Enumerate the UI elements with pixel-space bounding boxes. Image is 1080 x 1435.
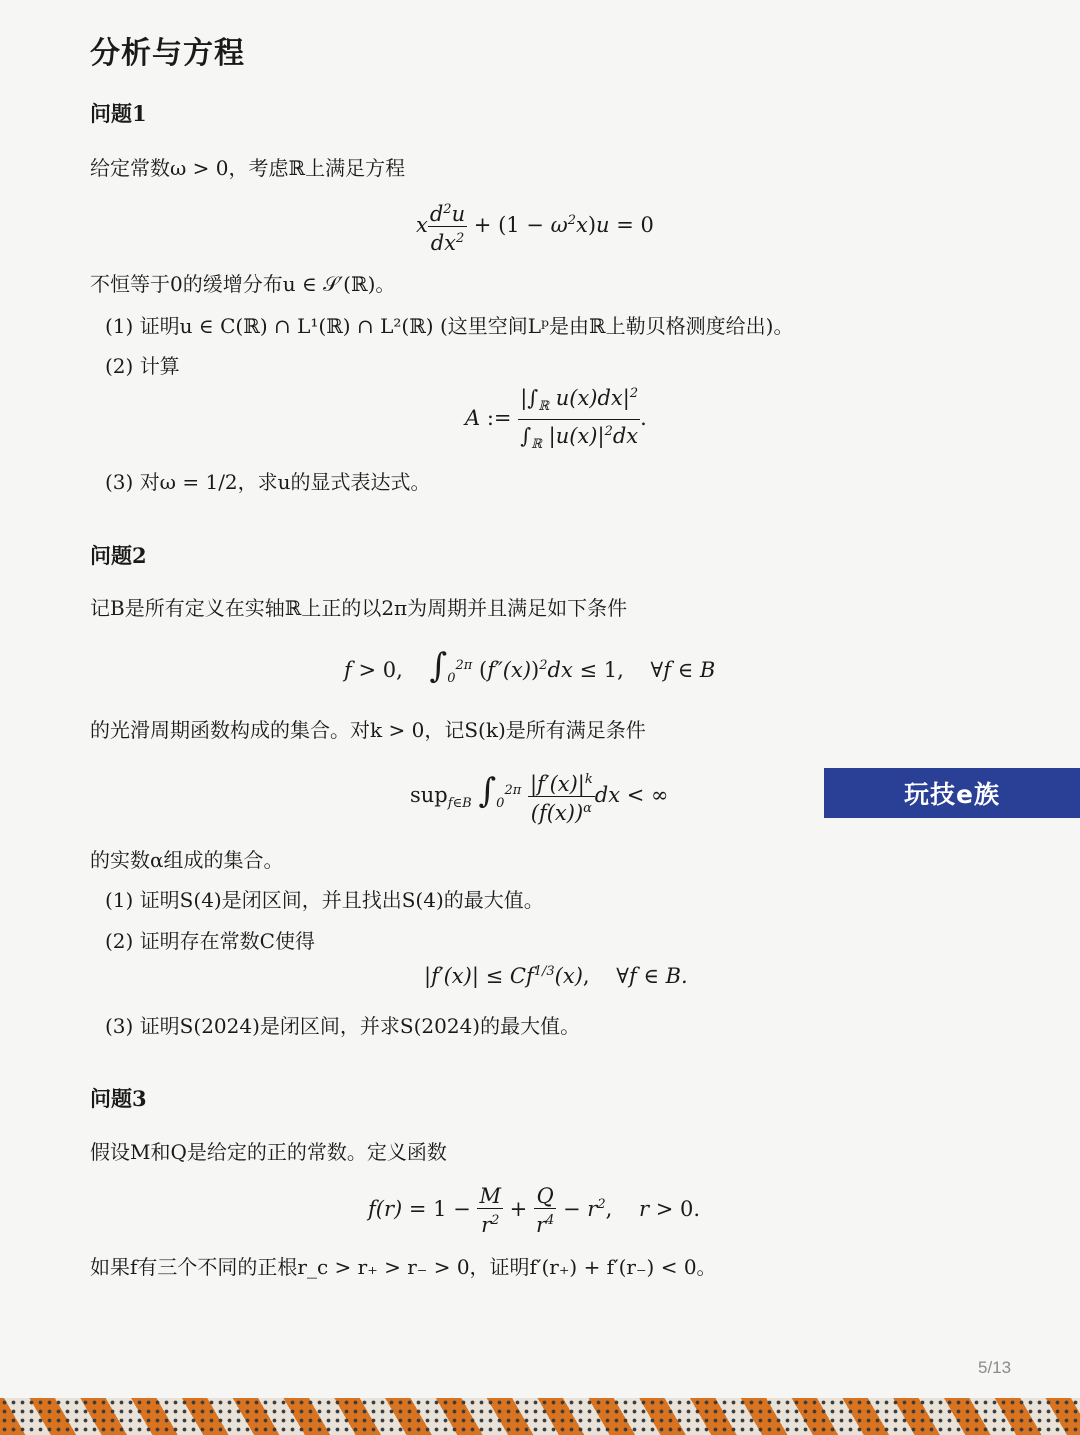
problem-2-equation-3 bbox=[424, 958, 688, 990]
problem-3-heading: 问题3 bbox=[90, 1086, 147, 1111]
problem-3-intro: 假设M和Q是给定的正的常数。定义函数 bbox=[90, 1140, 447, 1164]
watermark-text: 玩技e族 bbox=[904, 780, 1000, 809]
problem-1-equation bbox=[416, 198, 654, 255]
problem-3-equation-text: f(r) = 1 − $\frac{M}{r^2}$ + $\frac{Q}{r^4}$ − $r^2$, r > 0. bbox=[368, 1184, 701, 1237]
problem-2-equation-2-text: sup$_{f\in B}$ $\int_0^{2\pi}$ $\frac{|f'(x)|^k}{(f(x))^\alpha}$ dx < ∞ bbox=[410, 783, 669, 807]
page-number: 5/13 bbox=[978, 1358, 1012, 1377]
problem-2-after: 的光滑周期函数构成的集合。对k > 0，记S(k)是所有满足条件 bbox=[90, 718, 646, 742]
problem-3-equation bbox=[368, 1184, 700, 1237]
problem-2-item-2: (2) 证明存在常数C使得 bbox=[105, 929, 315, 953]
problem-1-item-3: (3) 对ω = 1/2，求u的显式表达式。 bbox=[105, 470, 431, 494]
problem-2-item-3: (3) 证明S(2024)是闭区间，并求S(2024)的最大值。 bbox=[105, 1014, 581, 1038]
problem-1-after: 不恒等于0的缓增分布u ∈ 𝒮′(ℝ)。 bbox=[90, 272, 396, 296]
problem-2-equation bbox=[344, 646, 716, 693]
problem-2-item-1: (1) 证明S(4)是闭区间，并且找出S(4)的最大值。 bbox=[105, 888, 544, 912]
problem-2-equation-text: f > 0, $\int_0^{2\pi}$ $(f''(x))^2dx \le 1$, ∀f ∈ B bbox=[344, 646, 716, 687]
problem-1-heading: 问题1 bbox=[90, 101, 147, 126]
problem-1-equation-2-text: A := $\frac{|\int_ℝ u(x)dx|^2}{\int_ℝ |u(x)|^2dx}$ . bbox=[465, 406, 647, 430]
problem-1-item-1: (1) 证明u ∈ C(ℝ) ∩ L¹(ℝ) ∩ L²(ℝ) (这里空间Lᵖ是由ℝ上勒贝格测度给出)。 bbox=[105, 314, 794, 338]
problem-1-item-2: (2) 计算 bbox=[105, 354, 180, 378]
page-title: 分析与方程 bbox=[90, 36, 245, 71]
problem-2-equation-3-text: $|f'(x)| \le Cf^{1/3}(x)$, ∀f ∈ B. bbox=[424, 964, 688, 988]
problem-2-equation-2 bbox=[410, 768, 669, 825]
problem-1-equation-2 bbox=[465, 382, 647, 457]
problem-3-after: 如果f有三个不同的正根r_c > r₊ > r₋ > 0，证明f′(r₊) + f′(r₋) < 0。 bbox=[90, 1255, 717, 1279]
bottom-decorative-strip bbox=[0, 1398, 1080, 1435]
problem-2-heading: 问题2 bbox=[90, 543, 147, 568]
watermark-banner bbox=[824, 768, 1080, 818]
problem-2-after-2: 的实数α组成的集合。 bbox=[90, 848, 284, 872]
problem-1-intro: 给定常数ω > 0，考虑ℝ上满足方程 bbox=[90, 156, 406, 180]
problem-2-intro: 记B是所有定义在实轴ℝ上正的以2π为周期并且满足如下条件 bbox=[90, 596, 628, 620]
problem-1-equation-text: x $\frac{d^2u}{dx^2}$ + $(1 - \omega^2x)u = 0$ bbox=[416, 213, 654, 237]
